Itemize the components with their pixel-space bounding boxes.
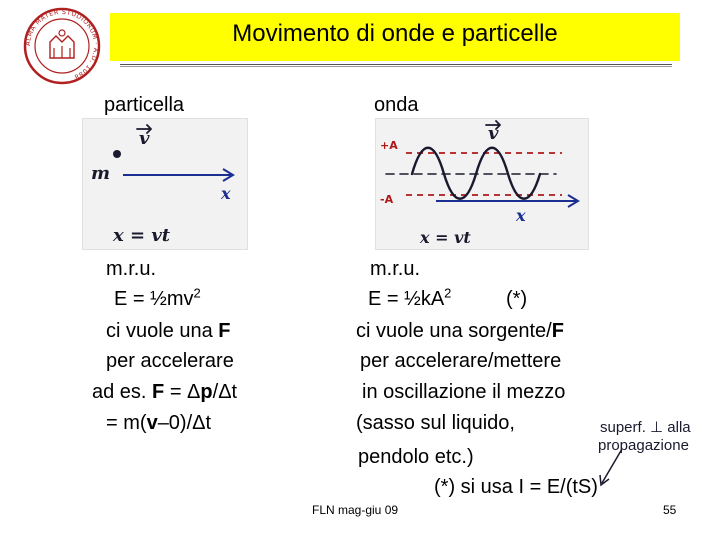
particle-heading: particella (104, 94, 185, 116)
right-line-intensity: (*) si usa I = E/(tS) (434, 476, 598, 498)
left-line-example: ad es. F = Δp/Δt (92, 381, 238, 403)
annotation-arrow-icon (590, 445, 630, 490)
particle-axis-label: x (221, 184, 231, 203)
wave-sketch (375, 118, 589, 250)
particle-mass-label: m (91, 163, 111, 184)
wave-plus-amp-label: +A (380, 139, 398, 152)
wave-minus-amp-label: -A (380, 193, 394, 206)
left-line-accelerate: per accelerare (106, 350, 234, 372)
right-line-source: ci vuole una sorgente/F (356, 320, 564, 342)
left-line-mru: m.r.u. (106, 258, 157, 280)
right-line-mru: m.r.u. (370, 258, 421, 280)
footer-course: FLN mag-giu 09 (312, 503, 399, 517)
right-line-energy-note: (*) (506, 288, 528, 310)
university-seal-logo (22, 6, 102, 86)
wave-axis-label: x (516, 206, 526, 225)
particle-equation: x = vt (113, 225, 171, 246)
right-line-oscillation: in oscillazione il mezzo (362, 381, 566, 403)
left-line-impulse: = m(v–0)/Δt (106, 412, 212, 434)
particle-dot-icon (113, 150, 121, 158)
title-underline-shadow (120, 66, 672, 67)
right-line-energy: $E = \frac{1}{2}kA^2$ (368, 285, 452, 310)
right-line-accelerate: per accelerare/mettere (360, 350, 562, 372)
annotation-perpendicular: superf. ⊥ alla (600, 419, 691, 436)
wave-heading: onda (374, 94, 419, 116)
left-line-energy: $E = \frac{1}{2}mv^2$ (114, 285, 201, 310)
slide-title: Movimento di onde e particelle (232, 20, 558, 47)
right-line-stone: (sasso sul liquido, (356, 412, 515, 434)
svg-text:ALMA MATER STUDIORUM · A.D. 10: ALMA MATER STUDIORUM · A.D. 1088 (23, 7, 101, 82)
left-line-force: ci vuole una F (106, 320, 231, 342)
wave-equation: x = vt (420, 228, 471, 247)
right-line-pendulum: pendolo etc.) (358, 446, 474, 468)
page-number: 55 (663, 503, 677, 517)
annotation-propagation: propagazione (598, 437, 689, 454)
particle-sketch (82, 118, 248, 250)
title-underline (120, 64, 672, 65)
particle-velocity-label: v (139, 128, 150, 149)
wave-velocity-label: v (488, 123, 499, 144)
